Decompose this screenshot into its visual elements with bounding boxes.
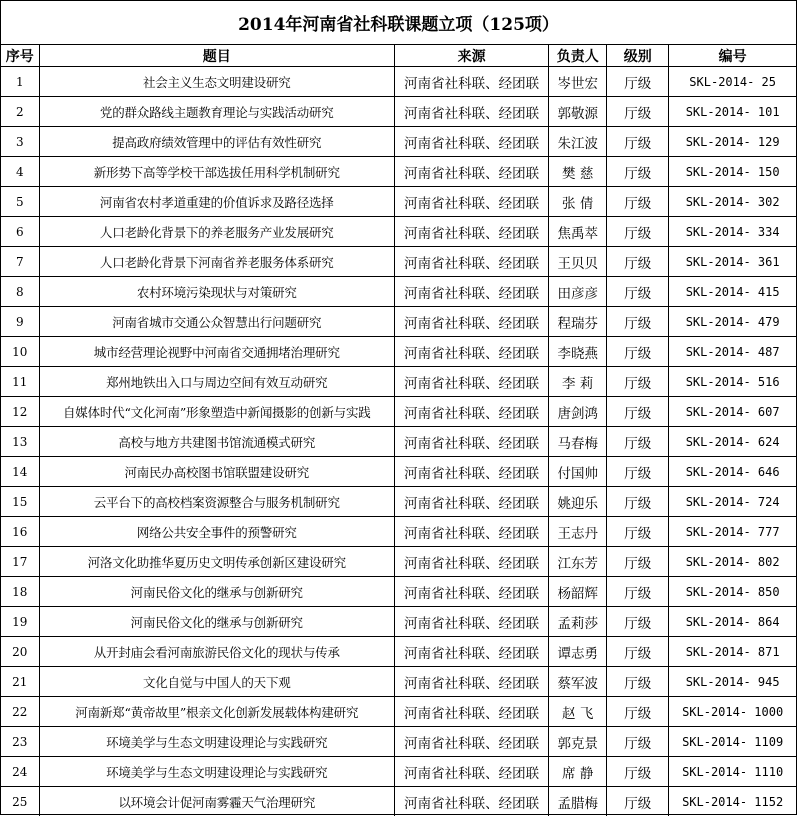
table-row xyxy=(1,637,796,667)
cell-index[interactable]: 10 xyxy=(1,337,39,367)
table-body xyxy=(1,67,796,817)
cell-level[interactable]: 厅级 xyxy=(607,307,669,337)
cell-index[interactable]: 24 xyxy=(1,757,39,787)
cell-person[interactable]: 王志丹 xyxy=(549,517,607,547)
cell-source[interactable]: 河南省社科联、经团联 xyxy=(394,427,548,457)
table-row xyxy=(1,247,796,277)
table-row xyxy=(1,457,796,487)
cell-person[interactable]: 李晓燕 xyxy=(549,337,607,367)
cell-code[interactable]: SKL-2014- 624 xyxy=(669,427,796,457)
cell-index[interactable]: 17 xyxy=(1,547,39,577)
cell-code[interactable]: SKL-2014- 1110 xyxy=(669,757,796,787)
cell-source[interactable]: 河南省社科联、经团联 xyxy=(394,487,548,517)
table-row xyxy=(1,487,796,517)
cell-topic[interactable]: 河南民俗文化的继承与创新研究 xyxy=(39,607,394,637)
cell-topic[interactable]: 环境美学与生态文明建设理论与实践研究 xyxy=(39,757,394,787)
table-row xyxy=(1,517,796,547)
cell-index[interactable]: 4 xyxy=(1,157,39,187)
cell-code[interactable]: SKL-2014- 777 xyxy=(669,517,796,547)
table-row xyxy=(1,727,796,757)
cell-person[interactable]: 杨韶辉 xyxy=(549,577,607,607)
cell-level[interactable]: 厅级 xyxy=(607,667,669,697)
cell-code[interactable]: SKL-2014- 129 xyxy=(669,127,796,157)
cell-index[interactable]: 19 xyxy=(1,607,39,637)
cell-index[interactable]: 16 xyxy=(1,517,39,547)
cell-person[interactable]: 孟腊梅 xyxy=(549,787,607,817)
table-row xyxy=(1,187,796,217)
cell-topic[interactable]: 以环境会计促河南雾霾天气治理研究 xyxy=(39,787,394,817)
cell-topic[interactable]: 高校与地方共建图书馆流通模式研究 xyxy=(39,427,394,457)
table-row xyxy=(1,607,796,637)
cell-code[interactable]: SKL-2014- 1152 xyxy=(669,787,796,817)
cell-source[interactable]: 河南省社科联、经团联 xyxy=(394,367,548,397)
cell-level[interactable]: 厅级 xyxy=(607,517,669,547)
cell-level[interactable]: 厅级 xyxy=(607,727,669,757)
cell-level[interactable]: 厅级 xyxy=(607,187,669,217)
cell-index[interactable]: 21 xyxy=(1,667,39,697)
cell-topic[interactable]: 河南新郑“黄帝故里”根亲文化创新发展载体构建研究 xyxy=(39,697,394,727)
cell-topic[interactable]: 新形势下高等学校干部选拔任用科学机制研究 xyxy=(39,157,394,187)
cell-topic[interactable]: 河南民俗文化的继承与创新研究 xyxy=(39,577,394,607)
cell-person[interactable]: 岑世宏 xyxy=(549,67,607,97)
cell-code[interactable]: SKL-2014- 516 xyxy=(669,367,796,397)
cell-code[interactable]: SKL-2014- 361 xyxy=(669,247,796,277)
cell-source[interactable]: 河南省社科联、经团联 xyxy=(394,667,548,697)
cell-code[interactable]: SKL-2014- 150 xyxy=(669,157,796,187)
cell-topic[interactable]: 党的群众路线主题教育理论与实践活动研究 xyxy=(39,97,394,127)
cell-code[interactable]: SKL-2014- 864 xyxy=(669,607,796,637)
cell-index[interactable]: 15 xyxy=(1,487,39,517)
cell-code[interactable]: SKL-2014- 25 xyxy=(669,67,796,97)
cell-person[interactable]: 张 倩 xyxy=(549,187,607,217)
cell-index[interactable]: 12 xyxy=(1,397,39,427)
cell-code[interactable]: SKL-2014- 479 xyxy=(669,307,796,337)
cell-person[interactable]: 焦禹萃 xyxy=(549,217,607,247)
cell-code[interactable]: SKL-2014- 1109 xyxy=(669,727,796,757)
cell-index[interactable]: 22 xyxy=(1,697,39,727)
cell-index[interactable]: 3 xyxy=(1,127,39,157)
cell-topic[interactable]: 农村环境污染现状与对策研究 xyxy=(39,277,394,307)
cell-level[interactable]: 厅级 xyxy=(607,67,669,97)
cell-level[interactable]: 厅级 xyxy=(607,157,669,187)
cell-person[interactable]: 谭志勇 xyxy=(549,637,607,667)
cell-person[interactable]: 姚迎乐 xyxy=(549,487,607,517)
cell-level[interactable]: 厅级 xyxy=(607,97,669,127)
cell-topic[interactable]: 城市经营理论视野中河南省交通拥堵治理研究 xyxy=(39,337,394,367)
cell-code[interactable]: SKL-2014- 607 xyxy=(669,397,796,427)
cell-level[interactable]: 厅级 xyxy=(607,637,669,667)
cell-topic[interactable]: 自媒体时代“文化河南”形象塑造中新闻摄影的创新与实践 xyxy=(39,397,394,427)
cell-person[interactable]: 李 莉 xyxy=(549,367,607,397)
cell-source[interactable]: 河南省社科联、经团联 xyxy=(394,637,548,667)
table-row xyxy=(1,157,796,187)
cell-source[interactable]: 河南省社科联、经团联 xyxy=(394,157,548,187)
header-row xyxy=(1,45,796,67)
cell-source[interactable]: 河南省社科联、经团联 xyxy=(394,187,548,217)
cell-topic[interactable]: 河南省农村孝道重建的价值诉求及路径选择 xyxy=(39,187,394,217)
table-row xyxy=(1,337,796,367)
cell-source[interactable]: 河南省社科联、经团联 xyxy=(394,577,548,607)
cell-source[interactable]: 河南省社科联、经团联 xyxy=(394,127,548,157)
cell-code[interactable]: SKL-2014- 101 xyxy=(669,97,796,127)
cell-person[interactable]: 付国帅 xyxy=(549,457,607,487)
cell-level[interactable]: 厅级 xyxy=(607,427,669,457)
cell-index[interactable]: 1 xyxy=(1,67,39,97)
cell-source[interactable]: 河南省社科联、经团联 xyxy=(394,547,548,577)
cell-topic[interactable]: 河南民办高校图书馆联盟建设研究 xyxy=(39,457,394,487)
cell-source[interactable]: 河南省社科联、经团联 xyxy=(394,277,548,307)
cell-person[interactable]: 赵 飞 xyxy=(549,697,607,727)
cell-level[interactable]: 厅级 xyxy=(607,577,669,607)
cell-source[interactable]: 河南省社科联、经团联 xyxy=(394,97,548,127)
cell-topic[interactable]: 人口老龄化背景下河南省养老服务体系研究 xyxy=(39,247,394,277)
cell-person[interactable]: 江东芳 xyxy=(549,547,607,577)
cell-level[interactable]: 厅级 xyxy=(607,787,669,817)
cell-code[interactable]: SKL-2014- 802 xyxy=(669,547,796,577)
cell-level[interactable]: 厅级 xyxy=(607,277,669,307)
cell-person[interactable]: 程瑞芬 xyxy=(549,307,607,337)
cell-person[interactable]: 马春梅 xyxy=(549,427,607,457)
cell-code[interactable]: SKL-2014- 302 xyxy=(669,187,796,217)
cell-topic[interactable]: 社会主义生态文明建设研究 xyxy=(39,67,394,97)
cell-index[interactable]: 7 xyxy=(1,247,39,277)
cell-index[interactable]: 23 xyxy=(1,727,39,757)
sheet-title: 2014年河南省社科联课题立项（125项） xyxy=(1,1,796,45)
cell-topic[interactable]: 提高政府绩效管理中的评估有效性研究 xyxy=(39,127,394,157)
cell-level[interactable]: 厅级 xyxy=(607,367,669,397)
cell-source[interactable]: 河南省社科联、经团联 xyxy=(394,517,548,547)
cell-level[interactable]: 厅级 xyxy=(607,697,669,727)
cell-code[interactable]: SKL-2014- 871 xyxy=(669,637,796,667)
cell-index[interactable]: 14 xyxy=(1,457,39,487)
cell-topic[interactable]: 文化自觉与中国人的天下观 xyxy=(39,667,394,697)
cell-person[interactable]: 席 静 xyxy=(549,757,607,787)
cell-index[interactable]: 2 xyxy=(1,97,39,127)
cell-code[interactable]: SKL-2014- 487 xyxy=(669,337,796,367)
table-row xyxy=(1,427,796,457)
cell-topic[interactable]: 云平台下的高校档案资源整合与服务机制研究 xyxy=(39,487,394,517)
cell-source[interactable]: 河南省社科联、经团联 xyxy=(394,607,548,637)
cell-source[interactable]: 河南省社科联、经团联 xyxy=(394,787,548,817)
table-row xyxy=(1,367,796,397)
cell-index[interactable]: 18 xyxy=(1,577,39,607)
table-row xyxy=(1,697,796,727)
cell-topic[interactable]: 从开封庙会看河南旅游民俗文化的现状与传承 xyxy=(39,637,394,667)
table-row xyxy=(1,97,796,127)
cell-person[interactable]: 田彦彦 xyxy=(549,277,607,307)
cell-index[interactable]: 9 xyxy=(1,307,39,337)
table-row xyxy=(1,757,796,787)
table-row xyxy=(1,547,796,577)
cell-person[interactable]: 郭敬源 xyxy=(549,97,607,127)
cell-code[interactable]: SKL-2014- 334 xyxy=(669,217,796,247)
header-level[interactable]: 级别 xyxy=(607,45,669,67)
cell-source[interactable]: 河南省社科联、经团联 xyxy=(394,337,548,367)
cell-index[interactable]: 11 xyxy=(1,367,39,397)
cell-level[interactable]: 厅级 xyxy=(607,247,669,277)
cell-index[interactable]: 6 xyxy=(1,217,39,247)
cell-level[interactable]: 厅级 xyxy=(607,397,669,427)
cell-person[interactable]: 唐剑鸿 xyxy=(549,397,607,427)
table-row xyxy=(1,277,796,307)
cell-code[interactable]: SKL-2014- 724 xyxy=(669,487,796,517)
cell-code[interactable]: SKL-2014- 945 xyxy=(669,667,796,697)
cell-person[interactable]: 郭克景 xyxy=(549,727,607,757)
cell-index[interactable]: 25 xyxy=(1,787,39,817)
cell-topic[interactable]: 河南省城市交通公众智慧出行问题研究 xyxy=(39,307,394,337)
table-row xyxy=(1,667,796,697)
cell-topic[interactable]: 网络公共安全事件的预警研究 xyxy=(39,517,394,547)
table-row xyxy=(1,67,796,97)
table-row xyxy=(1,577,796,607)
table-row xyxy=(1,217,796,247)
header-code[interactable]: 编号 xyxy=(669,45,796,67)
header-topic[interactable]: 题目 xyxy=(39,45,394,67)
cell-source[interactable]: 河南省社科联、经团联 xyxy=(394,307,548,337)
table-row xyxy=(1,307,796,337)
table-row xyxy=(1,397,796,427)
cell-source[interactable]: 河南省社科联、经团联 xyxy=(394,217,548,247)
header-index[interactable]: 序号 xyxy=(1,45,39,67)
cell-person[interactable]: 樊 慈 xyxy=(549,157,607,187)
cell-person[interactable]: 朱江波 xyxy=(549,127,607,157)
cell-index[interactable]: 20 xyxy=(1,637,39,667)
cell-source[interactable]: 河南省社科联、经团联 xyxy=(394,727,548,757)
cell-person[interactable]: 蔡军波 xyxy=(549,667,607,697)
cell-topic[interactable]: 郑州地铁出入口与周边空间有效互动研究 xyxy=(39,367,394,397)
cell-code[interactable]: SKL-2014- 646 xyxy=(669,457,796,487)
cell-level[interactable]: 厅级 xyxy=(607,127,669,157)
cell-level[interactable]: 厅级 xyxy=(607,217,669,247)
cell-level[interactable]: 厅级 xyxy=(607,547,669,577)
table-row xyxy=(1,127,796,157)
cell-person[interactable]: 王贝贝 xyxy=(549,247,607,277)
cell-person[interactable]: 孟莉莎 xyxy=(549,607,607,637)
cell-level[interactable]: 厅级 xyxy=(607,757,669,787)
cell-source[interactable]: 河南省社科联、经团联 xyxy=(394,397,548,427)
cell-source[interactable]: 河南省社科联、经团联 xyxy=(394,247,548,277)
header-person[interactable]: 负责人 xyxy=(549,45,607,67)
cell-code[interactable]: SKL-2014- 850 xyxy=(669,577,796,607)
cell-code[interactable]: SKL-2014- 415 xyxy=(669,277,796,307)
cell-topic[interactable]: 人口老龄化背景下的养老服务产业发展研究 xyxy=(39,217,394,247)
cell-level[interactable]: 厅级 xyxy=(607,457,669,487)
cell-code[interactable]: SKL-2014- 1000 xyxy=(669,697,796,727)
project-table xyxy=(1,45,796,816)
cell-source[interactable]: 河南省社科联、经团联 xyxy=(394,697,548,727)
cell-level[interactable]: 厅级 xyxy=(607,337,669,367)
cell-index[interactable]: 5 xyxy=(1,187,39,217)
cell-source[interactable]: 河南省社科联、经团联 xyxy=(394,67,548,97)
cell-level[interactable]: 厅级 xyxy=(607,607,669,637)
cell-index[interactable]: 13 xyxy=(1,427,39,457)
cell-level[interactable]: 厅级 xyxy=(607,487,669,517)
cell-source[interactable]: 河南省社科联、经团联 xyxy=(394,757,548,787)
table-row xyxy=(1,787,796,817)
cell-topic[interactable]: 环境美学与生态文明建设理论与实践研究 xyxy=(39,727,394,757)
header-source[interactable]: 来源 xyxy=(394,45,548,67)
cell-source[interactable]: 河南省社科联、经团联 xyxy=(394,457,548,487)
cell-index[interactable]: 8 xyxy=(1,277,39,307)
cell-topic[interactable]: 河洛文化助推华夏历史文明传承创新区建设研究 xyxy=(39,547,394,577)
